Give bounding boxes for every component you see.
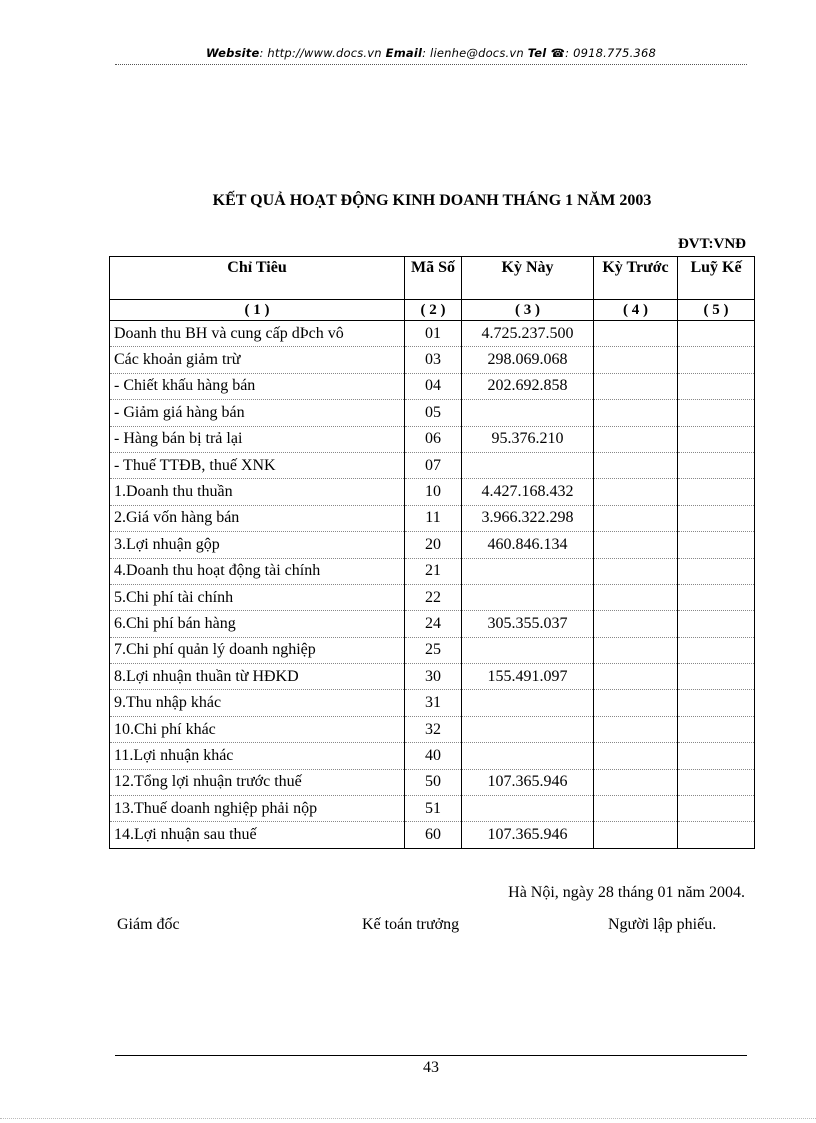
signature-preparer: Người lập phiếu.: [608, 916, 717, 933]
row-cumulative: [678, 400, 755, 426]
row-label: 1.Doanh thu thuần: [110, 479, 405, 505]
row-code: 21: [405, 558, 462, 584]
header-cell: Luỹ Kế: [678, 257, 755, 300]
signature-chief-accountant: Kế toán trưởng: [362, 916, 460, 933]
report-table: [109, 256, 755, 849]
table-row: [110, 558, 755, 584]
row-previous: [594, 321, 678, 347]
header-cell: Kỳ Trước: [594, 257, 678, 300]
table-row: [110, 611, 755, 637]
row-current: 3.966.322.298: [462, 505, 594, 531]
row-previous: [594, 479, 678, 505]
tel-label: Tel ☎: [527, 46, 566, 60]
column-number: ( 2 ): [405, 300, 462, 321]
row-code: 03: [405, 347, 462, 373]
row-current: 460.846.134: [462, 532, 594, 558]
row-current: [462, 743, 594, 769]
row-label: 7.Chi phí quản lý doanh nghiệp: [110, 637, 405, 663]
header-divider: [115, 64, 747, 65]
row-previous: [594, 584, 678, 610]
row-current: 298.069.068: [462, 347, 594, 373]
row-previous: [594, 426, 678, 452]
row-previous: [594, 664, 678, 690]
row-current: [462, 716, 594, 742]
column-number-row: [110, 300, 755, 321]
row-previous: [594, 558, 678, 584]
row-cumulative: [678, 690, 755, 716]
row-code: 50: [405, 769, 462, 795]
row-current: 107.365.946: [462, 769, 594, 795]
table-row: [110, 822, 755, 848]
row-label: 10.Chi phí khác: [110, 716, 405, 742]
row-cumulative: [678, 505, 755, 531]
row-cumulative: [678, 769, 755, 795]
email-value: : lienhe@docs.vn: [422, 46, 524, 60]
row-code: 06: [405, 426, 462, 452]
tel-value: : 0918.775.368: [565, 46, 656, 60]
row-code: 60: [405, 822, 462, 848]
row-label: 9.Thu nhập khác: [110, 690, 405, 716]
row-label: - Giảm giá hàng bán: [110, 400, 405, 426]
row-previous: [594, 452, 678, 478]
table-row: [110, 452, 755, 478]
email-label: Email: [385, 46, 423, 60]
row-cumulative: [678, 637, 755, 663]
table-row: [110, 690, 755, 716]
row-cumulative: [678, 347, 755, 373]
row-previous: [594, 400, 678, 426]
table-row: [110, 637, 755, 663]
page-header: [115, 46, 747, 60]
row-label: - Thuế TTĐB, thuế XNK: [110, 452, 405, 478]
table-row: [110, 347, 755, 373]
table-body: [110, 321, 755, 849]
currency-unit: ĐVT:VNĐ: [677, 236, 746, 252]
column-number: ( 5 ): [678, 300, 755, 321]
row-label: - Chiết khấu hàng bán: [110, 373, 405, 399]
header-cell: Kỳ Này: [462, 257, 594, 300]
row-current: 4.725.237.500: [462, 321, 594, 347]
row-label: 2.Giá vốn hàng bán: [110, 505, 405, 531]
header-cell: Chỉ Tiêu: [110, 257, 405, 300]
row-label: Các khoản giảm trừ: [110, 347, 405, 373]
column-number: ( 4 ): [594, 300, 678, 321]
row-label: 5.Chi phí tài chính: [110, 584, 405, 610]
row-previous: [594, 373, 678, 399]
table-row: [110, 479, 755, 505]
row-current: [462, 796, 594, 822]
row-code: 20: [405, 532, 462, 558]
row-cumulative: [678, 479, 755, 505]
row-current: 155.491.097: [462, 664, 594, 690]
row-current: [462, 690, 594, 716]
column-number: ( 3 ): [462, 300, 594, 321]
table-row: [110, 796, 755, 822]
row-current: [462, 584, 594, 610]
row-cumulative: [678, 611, 755, 637]
row-cumulative: [678, 452, 755, 478]
table-row: [110, 716, 755, 742]
row-label: Doanh thu BH và cung cấp dÞch vô: [110, 321, 405, 347]
row-previous: [594, 716, 678, 742]
row-code: 22: [405, 584, 462, 610]
row-previous: [594, 796, 678, 822]
row-code: 40: [405, 743, 462, 769]
row-code: 31: [405, 690, 462, 716]
row-previous: [594, 532, 678, 558]
website-value: : http://www.docs.vn: [259, 46, 382, 60]
table-row: [110, 664, 755, 690]
column-number: ( 1 ): [110, 300, 405, 321]
row-code: 32: [405, 716, 462, 742]
row-current: 4.427.168.432: [462, 479, 594, 505]
row-label: 8.Lợi nhuận thuần từ HĐKD: [110, 664, 405, 690]
table-row: [110, 426, 755, 452]
row-cumulative: [678, 321, 755, 347]
row-label: 11.Lợi nhuận khác: [110, 743, 405, 769]
table-row: [110, 584, 755, 610]
row-code: 05: [405, 400, 462, 426]
row-current: 202.692.858: [462, 373, 594, 399]
table-row: [110, 769, 755, 795]
row-cumulative: [678, 373, 755, 399]
row-cumulative: [678, 664, 755, 690]
row-code: 25: [405, 637, 462, 663]
row-label: 4.Doanh thu hoạt động tài chính: [110, 558, 405, 584]
table-row: [110, 400, 755, 426]
row-cumulative: [678, 743, 755, 769]
row-cumulative: [678, 584, 755, 610]
row-cumulative: [678, 426, 755, 452]
row-code: 30: [405, 664, 462, 690]
row-previous: [594, 769, 678, 795]
row-previous: [594, 505, 678, 531]
row-previous: [594, 690, 678, 716]
document-title: KẾT QUẢ HOẠT ĐỘNG KINH DOANH THÁNG 1 NĂM 2003: [212, 192, 652, 209]
row-label: 6.Chi phí bán hàng: [110, 611, 405, 637]
row-current: [462, 400, 594, 426]
row-code: 07: [405, 452, 462, 478]
row-cumulative: [678, 558, 755, 584]
row-current: [462, 452, 594, 478]
row-current: [462, 558, 594, 584]
row-code: 51: [405, 796, 462, 822]
page-number: 43: [423, 1059, 439, 1076]
row-label: 3.Lợi nhuận gộp: [110, 532, 405, 558]
place-date: Hà Nội, ngày 28 tháng 01 năm 2004.: [508, 884, 745, 901]
bottom-divider: [0, 1118, 816, 1119]
website-label: Website: [206, 46, 260, 60]
row-previous: [594, 347, 678, 373]
table-row: [110, 505, 755, 531]
row-current: 305.355.037: [462, 611, 594, 637]
row-code: 10: [405, 479, 462, 505]
table-row: [110, 743, 755, 769]
row-label: 13.Thuế doanh nghiệp phải nộp: [110, 796, 405, 822]
signature-director: Giám đốc: [117, 916, 180, 933]
row-code: 11: [405, 505, 462, 531]
row-current: [462, 637, 594, 663]
row-cumulative: [678, 716, 755, 742]
row-code: 01: [405, 321, 462, 347]
row-cumulative: [678, 822, 755, 848]
row-code: 24: [405, 611, 462, 637]
row-label: 12.Tổng lợi nhuận trước thuế: [110, 769, 405, 795]
row-previous: [594, 822, 678, 848]
header-row: [110, 257, 755, 300]
table-row: [110, 532, 755, 558]
header-cell: Mã Số: [405, 257, 462, 300]
row-label: - Hàng bán bị trả lại: [110, 426, 405, 452]
row-cumulative: [678, 796, 755, 822]
row-current: 95.376.210: [462, 426, 594, 452]
row-previous: [594, 637, 678, 663]
table-row: [110, 373, 755, 399]
row-cumulative: [678, 532, 755, 558]
footer-divider: [115, 1055, 747, 1056]
table-row: [110, 321, 755, 347]
row-label: 14.Lợi nhuận sau thuế: [110, 822, 405, 848]
row-previous: [594, 611, 678, 637]
row-code: 04: [405, 373, 462, 399]
row-previous: [594, 743, 678, 769]
row-current: 107.365.946: [462, 822, 594, 848]
